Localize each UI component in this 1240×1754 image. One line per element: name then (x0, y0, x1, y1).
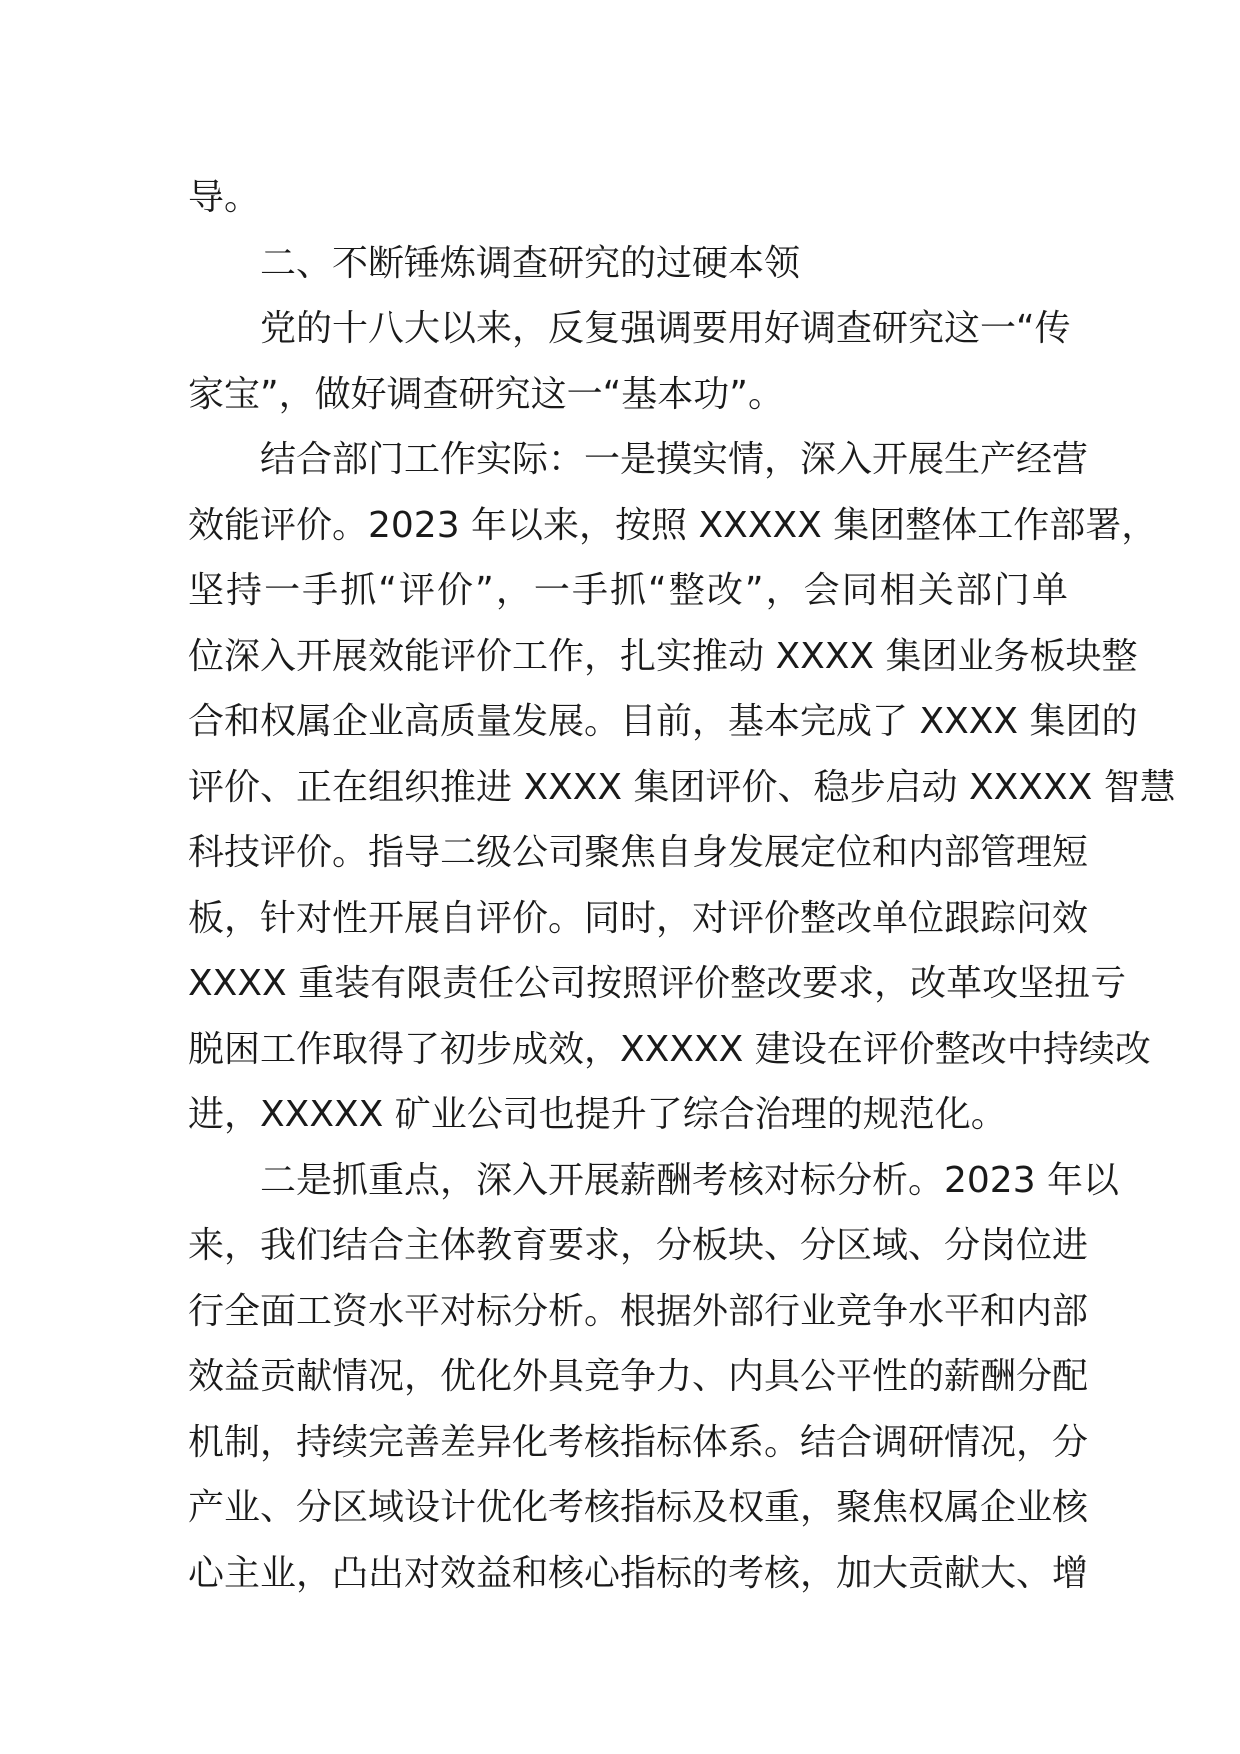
text-line: 机制，持续完善差异化考核指标体系。结合调研情况，分 (188, 1421, 1089, 1463)
text-line: 行全面工资水平对标分析。根据外部行业竞争水平和内部 (188, 1290, 1089, 1332)
text-line: 党的十八大以来，反复强调要用好调查研究这一“传 (260, 308, 1071, 349)
text-line: 位深入开展效能评价工作，扎实推动 XXXX 集团业务板块整 (188, 635, 1138, 677)
text-line: XXXX 重装有限责任公司按照评价整改要求，改革攻坚扭亏 (188, 963, 1127, 1004)
text-line: 坚持一手抓“评价”，一手抓“整改”，会同相关部门单 (188, 570, 1068, 611)
text-line: 效益贡献情况，优化外具竞争力、内具公平性的薪酬分配 (188, 1356, 1089, 1397)
text-line: 科技评价。指导二级公司聚焦自身发展定位和内部管理短 (188, 832, 1089, 873)
text-line: 脱困工作取得了初步成效，XXXXX 建设在评价整改中持续改 (188, 1028, 1151, 1070)
text-line: 二是抓重点，深入开展薪酬考核对标分析。2023 年以 (260, 1159, 1120, 1201)
section-heading: 二、不断锤炼调查研究的过硬本领 (260, 242, 801, 284)
text-line: 产业、分区域设计优化考核指标及权重，聚焦权属企业核 (188, 1487, 1089, 1528)
text-line: 家宝”，做好调查研究这一“基本功”。 (188, 373, 784, 415)
body-text (188, 165, 1176, 1606)
text-line: 来，我们结合主体教育要求，分板块、分区域、分岗位进 (188, 1225, 1089, 1266)
text-line: 结合部门工作实际：一是摸实情，深入开展生产经营 (260, 439, 1089, 480)
text-line: 导。 (188, 177, 261, 218)
text-line: 进，XXXXX 矿业公司也提升了综合治理的规范化。 (188, 1094, 1007, 1135)
text-line: 心主业，凸出对效益和核心指标的考核，加大贡献大、增 (188, 1552, 1089, 1594)
text-line: 效能评价。2023 年以来，按照 XXXXX 集团整体工作部署， (188, 504, 1158, 546)
text-line: 板，针对性开展自评价。同时，对评价整改单位跟踪问效 (188, 897, 1089, 939)
text-line: 评价、正在组织推进 XXXX 集团评价、稳步启动 XXXXX 智慧 (188, 766, 1176, 808)
text-line: 合和权属企业高质量发展。目前，基本完成了 XXXX 集团的 (188, 701, 1138, 742)
